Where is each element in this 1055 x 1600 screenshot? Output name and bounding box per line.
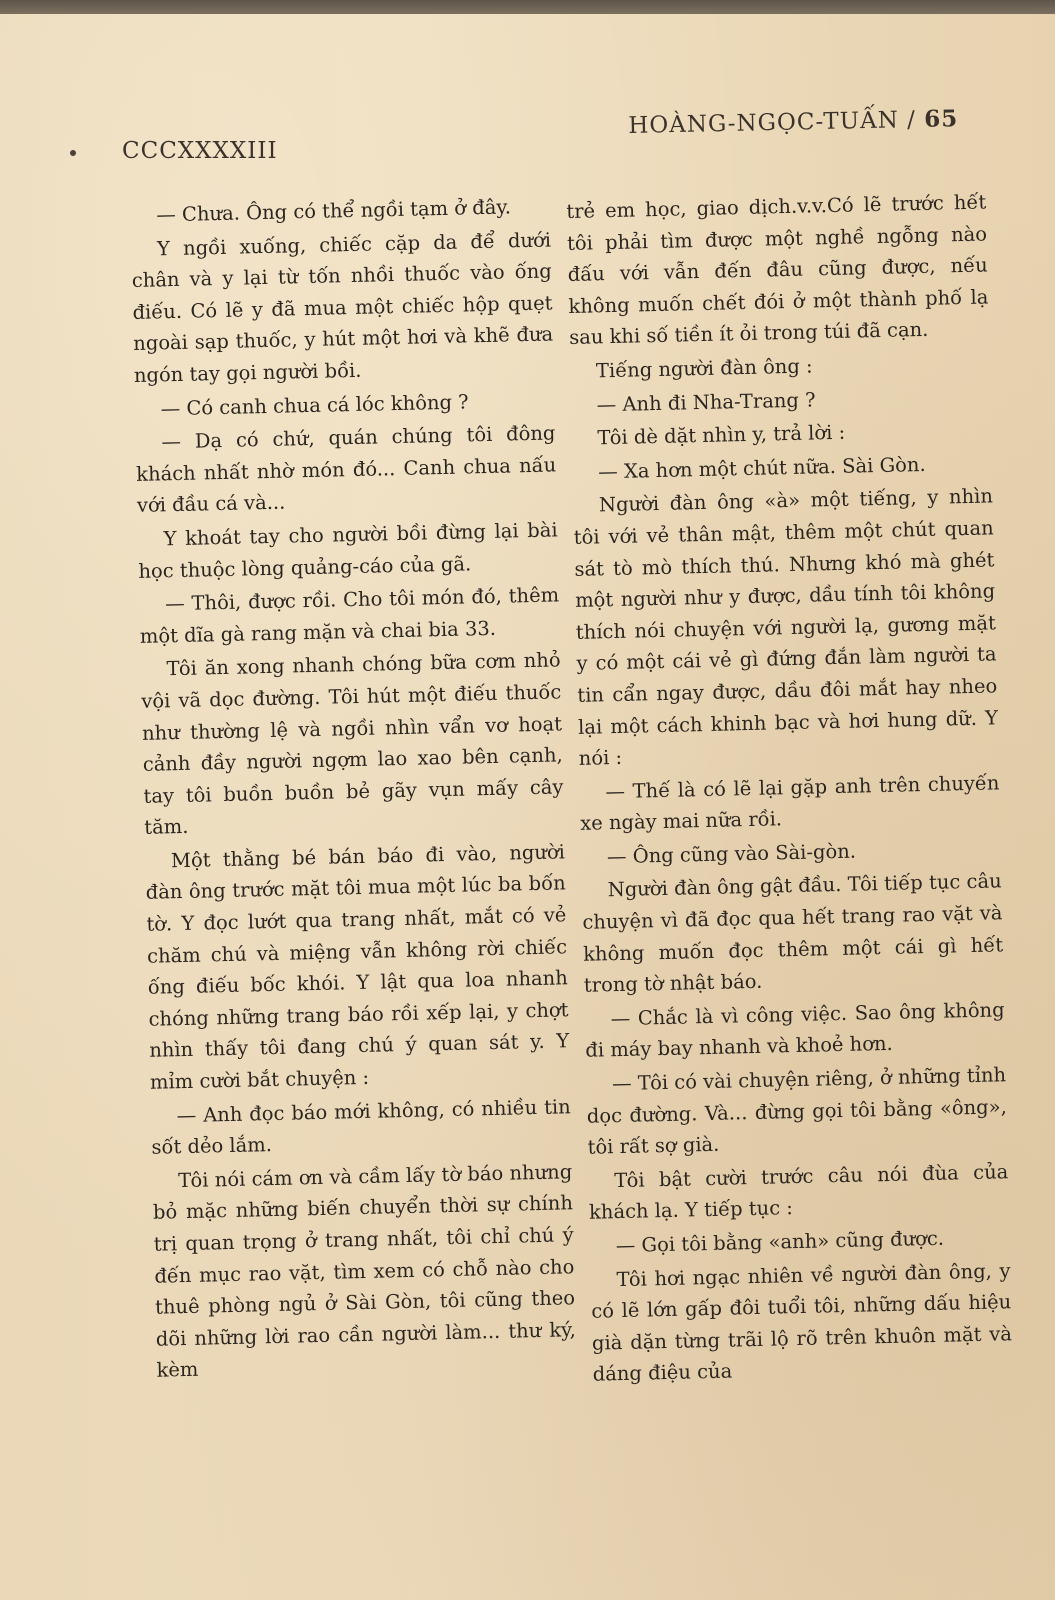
author-name: HOÀNG-NGỌC-TUẤN / <box>628 106 925 139</box>
paragraph: — Xa hơn một chút nữa. Sài Gòn. <box>597 452 926 484</box>
paragraph: Người đàn ông «à» một tiếng, y nhìn tôi với vẻ thân mật, thêm một chút quan sát tò mò thích thú. Nhưng khó mà ghét một người như y được, dầu tính tôi không thích nói chuyện với người lạ, gương mặt y có một cái vẻ gì đứng đắn làm người ta tin cẩn ngay được, dầu đôi mắt hay nheo lại một cách khinh bạc và hơi hung dữ. Y nói : <box>573 484 999 770</box>
paragraph: trẻ em học, giao dịch.v.v.Có lẽ trước hết tôi phải tìm được một nghề ngỗng nào đấu với vẫn đến đâu cũng được, nếu không muốn chết đói ở một thành phố lạ sau khi số tiền ít ỏi trong túi đã cạn. <box>566 190 989 350</box>
paragraph: Người đàn ông gật đầu. Tôi tiếp tục câu chuyện vì đã đọc qua hết trang rao vặt và không muốn đọc thêm một cái gì hết trong tờ nhật báo. <box>582 869 1004 998</box>
running-header-right <box>628 105 958 139</box>
paragraph: Y khoát tay cho người bồi đừng lại bài học thuộc lòng quảng-cáo của gã. <box>138 518 558 583</box>
paragraph: — Dạ có chứ, quán chúng tôi đông khách nhất nhờ món đó... Canh chua nấu với đầu cá và... <box>135 421 557 518</box>
paragraph: — Có canh chua cá lóc không ? <box>160 389 469 420</box>
paragraph: Tôi hơi ngạc nhiên về người đàn ông, y có lẽ lớn gấp đôi tuổi tôi, những dấu hiệu già dặn từng trãi lộ rõ trên khuôn mặt và dáng điệu của <box>591 1258 1013 1387</box>
top-edge-shadow <box>0 0 1055 14</box>
paragraph: Tôi nói cám ơn và cầm lấy tờ báo nhưng bỏ mặc những biến chuyển thời sự chính trị quan trọng ở trang nhất, tôi chỉ chú ý đến mục rao vặt, tìm xem có chỗ nào cho thuê phòng ngủ ở Sài Gòn, tôi cũng theo dõi những lời rao cần người làm... thư ký, kèm <box>152 1160 577 1383</box>
paragraph: — Gọi tôi bằng «anh» cũng được. <box>615 1226 945 1258</box>
right-text-column <box>566 186 1013 1392</box>
running-header-left: CCCXXXXIII <box>122 138 278 164</box>
left-text-column <box>130 190 577 1388</box>
page-number: 65 <box>923 105 959 133</box>
paragraph: — Anh đọc báo mới không, có nhiều tin sốt dẻo lắm. <box>151 1094 571 1159</box>
paragraph: Tôi bật cười trước câu nói đùa của khách lạ. Y tiếp tục : <box>588 1160 1009 1225</box>
paragraph: Y ngồi xuống, chiếc cặp da để dưới chân và y lại từ tốn nhồi thuốc vào ống điếu. Có lẽ y đã mua một chiếc hộp quẹt ngoài sạp thuốc, y hút một hơi và khẽ đưa ngón tay gọi người bồi. <box>131 228 554 387</box>
paragraph: — Thế là có lẽ lại gặp anh trên chuyến xe ngày mai nữa rồi. <box>579 771 1000 836</box>
paragraph: — Chưa. Ông có thể ngồi tạm ở đây. <box>156 195 512 227</box>
paragraph: — Tôi có vài chuyện riêng, ở những tỉnh dọc đường. Và... đừng gọi tôi bằng «ông», tôi rất sợ già. <box>586 1063 1008 1159</box>
paragraph: Một thằng bé bán báo đi vào, người đàn ông trước mặt tôi mua một lúc ba bốn tờ. Y đọc lướt qua trang nhất, mắt có vẻ chăm chú và miệng vẫn không rời chiếc ống điếu bốc khói. Y lật qua loa nhanh chóng những trang báo rồi xếp lại, y chợt nhìn thấy tôi đang chú ý quan sát y. Y mỉm cười bắt chuyện : <box>145 840 570 1094</box>
margin-dot <box>70 150 76 156</box>
paragraph: — Chắc là vì công việc. Sao ông không đi máy bay nhanh và khoẻ hơn. <box>585 998 1005 1063</box>
paragraph: — Anh đi Nha-Trang ? <box>596 387 816 416</box>
paragraph: Tôi ăn xong nhanh chóng bữa cơm nhỏ vội vã dọc đường. Tôi hút một điếu thuốc như thường lệ và ngồi nhìn vẩn vơ hoạt cảnh đầy người ngợm lao xao bên cạnh, tay tôi buồn buồn bẻ gãy vụn mấy cây tăm. <box>141 648 564 840</box>
paragraph: Tôi dè dặt nhìn y, trả lời : <box>597 420 846 450</box>
paragraph: — Thôi, được rồi. Cho tôi món đó, thêm một dĩa gà rang mặn và chai bia 33. <box>139 583 560 648</box>
paragraph: — Ông cũng vào Sài-gòn. <box>606 839 857 869</box>
paragraph: Tiếng người đàn ông : <box>595 354 813 383</box>
